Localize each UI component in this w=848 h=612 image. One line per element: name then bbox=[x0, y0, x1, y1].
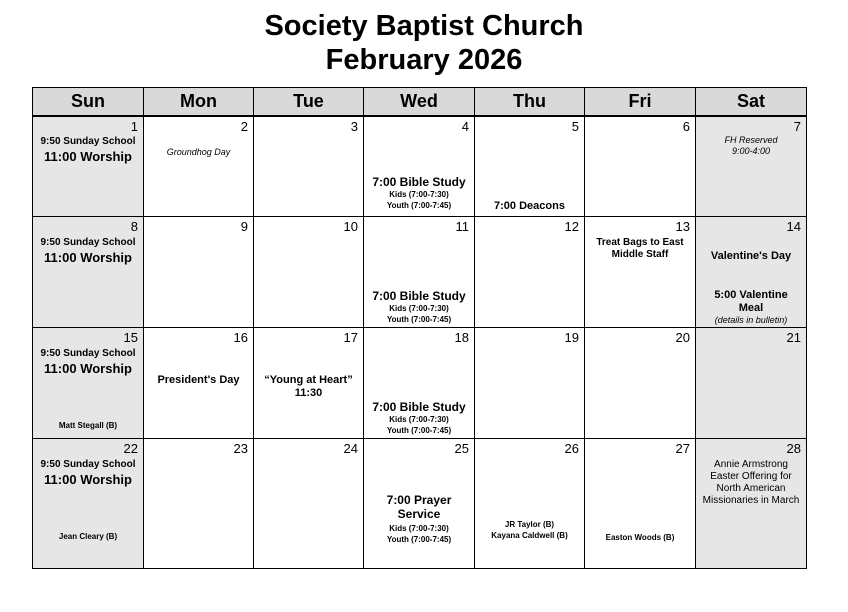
day-number: 4 bbox=[461, 119, 469, 134]
day-cell bbox=[254, 216, 364, 327]
day-number: 3 bbox=[350, 119, 358, 134]
calendar-title: Society Baptist Church bbox=[264, 10, 584, 42]
day-cell bbox=[364, 216, 475, 327]
day-number: 10 bbox=[343, 218, 358, 234]
offering-note: Annie Armstrong bbox=[714, 458, 788, 470]
host: Jean Cleary (B) bbox=[58, 531, 118, 541]
day-cell bbox=[475, 438, 585, 568]
day-cell bbox=[585, 216, 696, 327]
offering-note: Easter Offering for bbox=[710, 470, 792, 482]
day-cell bbox=[33, 116, 144, 216]
day-number: 27 bbox=[675, 440, 690, 456]
offering-note: Missionaries in March bbox=[702, 494, 800, 506]
bible-study: 7:00 Bible Study bbox=[372, 175, 466, 189]
host: Matt Stegall (B) bbox=[58, 420, 118, 430]
day-number: 28 bbox=[786, 440, 801, 456]
day-number: 6 bbox=[682, 119, 690, 134]
offering-note: North American bbox=[716, 482, 786, 494]
day-number: 8 bbox=[130, 218, 138, 234]
day-number: 11 bbox=[455, 218, 469, 234]
day-number: 26 bbox=[564, 440, 579, 456]
host: Easton Woods (B) bbox=[605, 532, 675, 542]
day-cell bbox=[364, 116, 475, 216]
youth-time: Youth (7:00-7:45) bbox=[386, 314, 452, 324]
day-cell bbox=[144, 216, 254, 327]
day-cell bbox=[585, 327, 696, 438]
day-number: 5 bbox=[571, 119, 579, 134]
weekday-fri: Fri bbox=[585, 88, 696, 117]
day-number: 23 bbox=[233, 440, 248, 456]
weekday-sat: Sat bbox=[696, 88, 807, 117]
day-number: 20 bbox=[675, 329, 690, 345]
calendar-month: February 2026 bbox=[325, 44, 523, 76]
event: President's Day bbox=[157, 373, 240, 386]
sunday-school: 9:50 Sunday School bbox=[40, 136, 136, 147]
kids-time: Kids (7:00-7:30) bbox=[389, 190, 449, 199]
day-cell bbox=[696, 216, 807, 327]
calendar-grid bbox=[32, 87, 807, 569]
weekday-header-row bbox=[33, 88, 807, 117]
day-cell bbox=[475, 327, 585, 438]
event-time: 9:00-4:00 bbox=[731, 146, 771, 156]
day-cell bbox=[696, 116, 807, 216]
sunday-school: 9:50 Sunday School bbox=[40, 347, 136, 359]
event: Groundhog Day bbox=[166, 147, 231, 157]
event: “Young at Heart” bbox=[264, 373, 353, 386]
event: 7:00 Deacons bbox=[494, 200, 565, 212]
day-cell bbox=[696, 327, 807, 438]
day-cell bbox=[585, 438, 696, 568]
prayer-service: Service bbox=[397, 506, 441, 521]
day-number: 19 bbox=[564, 329, 579, 345]
bible-study: 7:00 Bible Study bbox=[372, 288, 466, 303]
day-number: 9 bbox=[240, 218, 248, 234]
weekday-wed: Wed bbox=[364, 88, 475, 117]
weekday-mon: Mon bbox=[144, 88, 254, 117]
day-number: 17 bbox=[343, 329, 358, 345]
event-time: 11:30 bbox=[294, 386, 323, 399]
host: JR Taylor (B) bbox=[504, 519, 555, 529]
day-cell bbox=[475, 216, 585, 327]
event: Middle Staff bbox=[611, 248, 669, 260]
day-cell bbox=[144, 116, 254, 216]
day-cell bbox=[364, 327, 475, 438]
meal-event: Meal bbox=[738, 301, 764, 314]
kids-time: Kids (7:00-7:30) bbox=[389, 303, 449, 313]
event-note: (details in bulletin) bbox=[714, 314, 788, 325]
day-number: 2 bbox=[240, 119, 248, 134]
weekday-thu: Thu bbox=[475, 88, 585, 117]
sunday-school: 9:50 Sunday School bbox=[40, 236, 136, 248]
week-row bbox=[33, 327, 807, 438]
day-number: 25 bbox=[454, 440, 469, 456]
worship: 11:00 Worship bbox=[44, 149, 132, 164]
event: Treat Bags to East bbox=[596, 236, 684, 248]
event: FH Reserved bbox=[724, 135, 778, 145]
day-number: 18 bbox=[454, 329, 469, 345]
kids-time: Kids (7:00-7:30) bbox=[389, 523, 449, 533]
day-cell bbox=[475, 116, 585, 216]
day-cell bbox=[144, 327, 254, 438]
week-row bbox=[33, 116, 807, 216]
prayer-service: 7:00 Prayer bbox=[386, 492, 452, 507]
day-cell bbox=[254, 116, 364, 216]
day-cell bbox=[33, 216, 144, 327]
week-row bbox=[33, 438, 807, 568]
day-cell bbox=[33, 327, 144, 438]
sunday-school: 9:50 Sunday School bbox=[40, 458, 136, 470]
youth-time: Youth (7:00-7:45) bbox=[386, 425, 452, 435]
day-cell bbox=[364, 438, 475, 568]
week-row bbox=[33, 216, 807, 327]
host: Kayana Caldwell (B) bbox=[491, 530, 568, 540]
day-number: 24 bbox=[343, 440, 358, 456]
youth-time: Youth (7:00-7:45) bbox=[386, 201, 452, 210]
worship: 11:00 Worship bbox=[44, 471, 132, 487]
meal-event: 5:00 Valentine bbox=[714, 288, 788, 301]
youth-time: Youth (7:00-7:45) bbox=[386, 534, 452, 544]
weekday-sun: Sun bbox=[33, 88, 144, 117]
kids-time: Kids (7:00-7:30) bbox=[389, 414, 449, 424]
day-cell bbox=[254, 438, 364, 568]
worship: 11:00 Worship bbox=[44, 360, 132, 376]
day-number: 7 bbox=[793, 119, 801, 134]
day-cell bbox=[254, 327, 364, 438]
day-number: 12 bbox=[564, 218, 579, 234]
worship: 11:00 Worship bbox=[44, 249, 132, 265]
day-cell bbox=[33, 438, 144, 568]
day-number: 1 bbox=[130, 119, 138, 134]
day-number: 13 bbox=[675, 218, 690, 234]
day-number: 22 bbox=[123, 440, 138, 456]
day-cell bbox=[585, 116, 696, 216]
day-number: 16 bbox=[233, 329, 248, 345]
day-number: 21 bbox=[786, 329, 801, 345]
day-cell bbox=[144, 438, 254, 568]
event: Valentine's Day bbox=[710, 249, 792, 262]
day-number: 14 bbox=[786, 218, 801, 234]
weekday-tue: Tue bbox=[254, 88, 364, 117]
day-cell bbox=[696, 438, 807, 568]
bible-study: 7:00 Bible Study bbox=[372, 399, 466, 414]
day-number: 15 bbox=[123, 329, 138, 345]
